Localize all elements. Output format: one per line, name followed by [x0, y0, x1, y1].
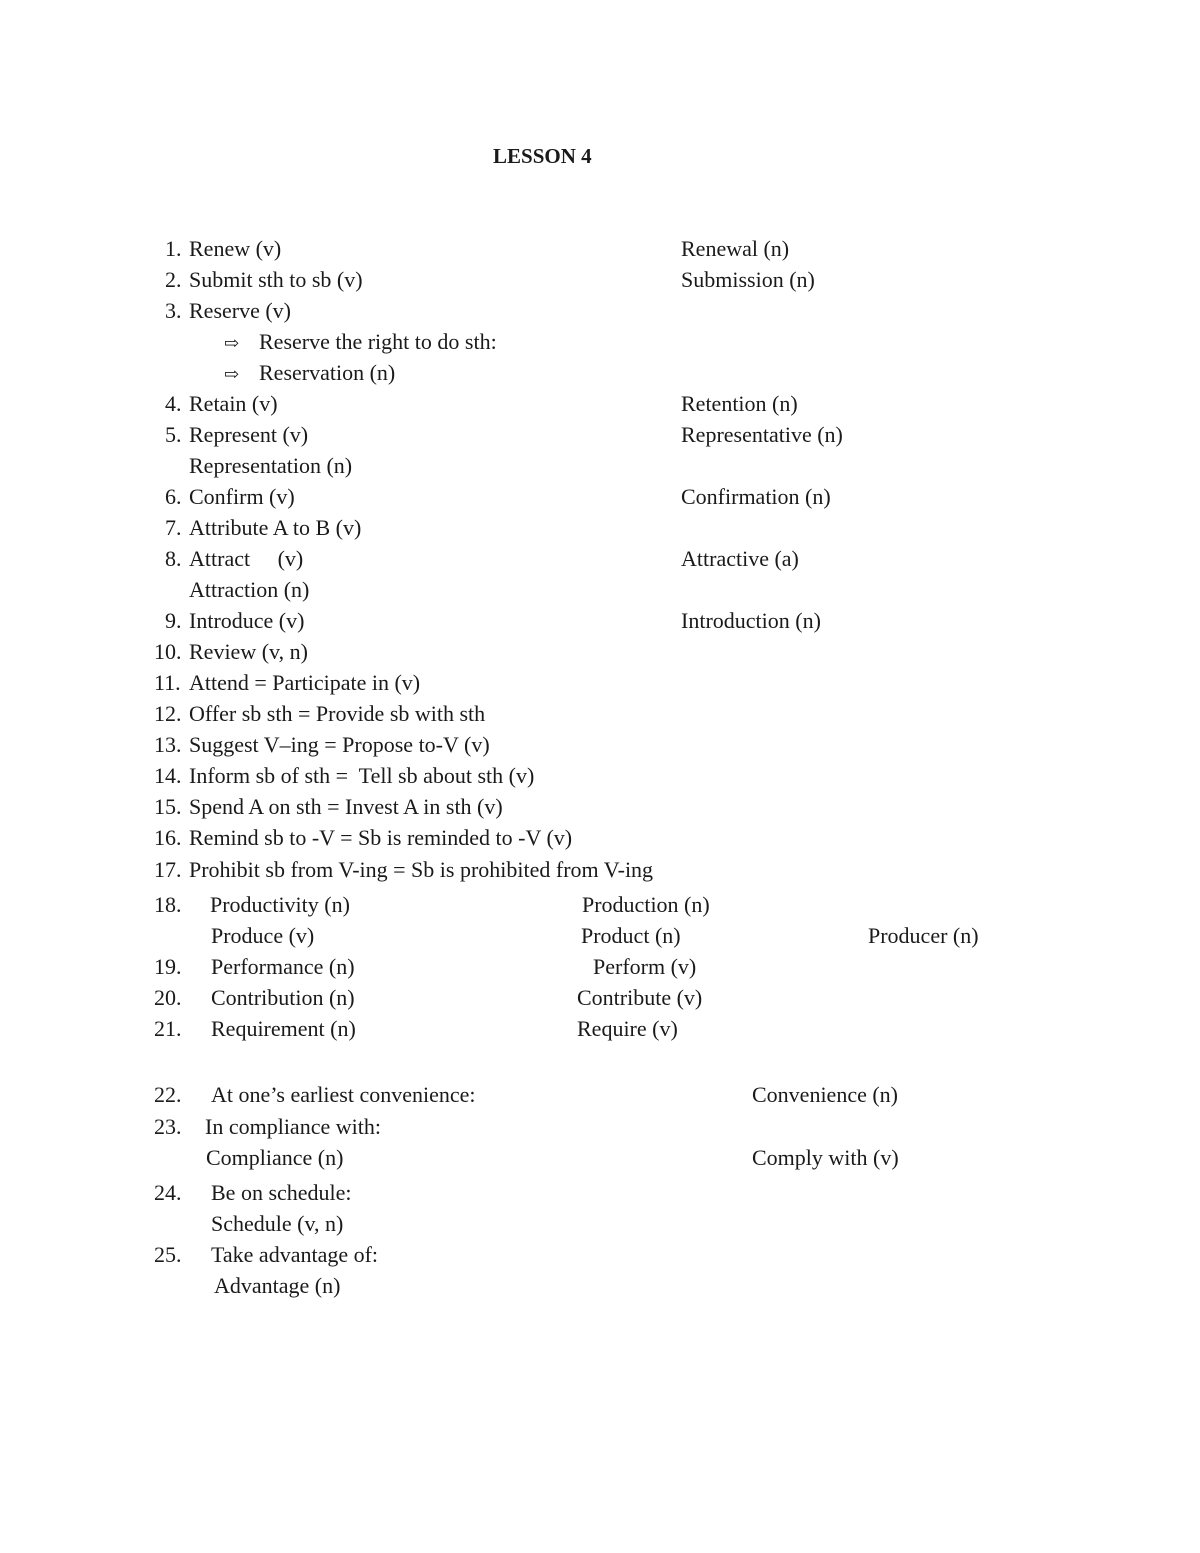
item-number: 1. [165, 236, 182, 261]
item-extra-term: Representation (n) [189, 453, 353, 478]
item-number: 5. [165, 422, 182, 447]
item-derivative: Attractive (a) [681, 546, 799, 571]
item-number: 20. [154, 985, 182, 1010]
item-derivative: Require (v) [577, 1016, 678, 1041]
item-number: 19. [154, 954, 182, 979]
item-term: Inform sb of sth = Tell sb about sth (v) [189, 763, 535, 788]
item-number: 14. [154, 763, 182, 788]
item-number: 11. [154, 670, 181, 695]
item-term: Prohibit sb from V-ing = Sb is prohibited from V-ing [189, 857, 654, 882]
item-sub-phrase: Reserve the right to do sth: [259, 329, 497, 354]
item-term: Advantage (n) [214, 1273, 341, 1298]
item-derivative: Representative (n) [681, 422, 843, 447]
item-term: Remind sb to -V = Sb is reminded to -V (v) [189, 825, 573, 850]
item-term: Suggest V–ing = Propose to-V (v) [189, 732, 490, 757]
item-number: 15. [154, 794, 182, 819]
item-term: At one’s earliest convenience: [211, 1082, 476, 1107]
arrow-right-icon: ⇨ [224, 333, 240, 353]
item-derivative: Introduction (n) [681, 608, 821, 633]
item-term: Attend = Participate in (v) [189, 670, 421, 695]
item-term: Offer sb sth = Provide sb with sth [189, 701, 486, 726]
item-number: 12. [154, 701, 182, 726]
item-number: 2. [165, 267, 182, 292]
item-number: 21. [154, 1016, 182, 1041]
arrow-right-icon: ⇨ [224, 364, 240, 384]
item-number: 22. [154, 1082, 182, 1107]
item-number: 4. [165, 391, 182, 416]
item-number: 6. [165, 484, 182, 509]
item-derivative: Convenience (n) [752, 1082, 898, 1107]
item-term: Retain (v) [189, 391, 278, 416]
item-derivative: Submission (n) [681, 267, 815, 292]
item-derivative: Perform (v) [593, 954, 697, 979]
item-term: Spend A on sth = Invest A in sth (v) [189, 794, 503, 819]
item-number: 10. [154, 639, 182, 664]
item-term: Confirm (v) [189, 484, 295, 509]
item-number: 16. [154, 825, 182, 850]
item-number: 17. [154, 857, 182, 882]
item-term: Produce (v) [211, 923, 315, 948]
item-derivative: Production (n) [582, 892, 710, 917]
item-derivative: Contribute (v) [577, 985, 703, 1010]
item-derivative: Product (n) [581, 923, 681, 948]
item-term: Renew (v) [189, 236, 282, 261]
item-term: Compliance (n) [206, 1145, 344, 1170]
item-term: Take advantage of: [211, 1242, 379, 1267]
item-number: 8. [165, 546, 182, 571]
item-term: In compliance with: [205, 1114, 381, 1139]
item-number: 3. [165, 298, 182, 323]
item-sub-phrase: Reservation (n) [259, 360, 396, 385]
item-term: Submit sth to sb (v) [189, 267, 363, 292]
item-number: 24. [154, 1180, 182, 1205]
item-number: 9. [165, 608, 182, 633]
item-derivative: Producer (n) [868, 923, 979, 948]
item-term: Attract (v) [189, 546, 304, 571]
item-term: Requirement (n) [211, 1016, 356, 1041]
item-term: Schedule (v, n) [211, 1211, 344, 1236]
item-derivative: Retention (n) [681, 391, 798, 416]
item-term: Performance (n) [211, 954, 355, 979]
item-term: Reserve (v) [189, 298, 292, 323]
item-term: Attribute A to B (v) [189, 515, 362, 540]
item-number: 23. [154, 1114, 182, 1139]
item-term: Represent (v) [189, 422, 309, 447]
item-number: 13. [154, 732, 182, 757]
item-derivative: Renewal (n) [681, 236, 790, 261]
item-term: Review (v, n) [189, 639, 308, 664]
item-term: Contribution (n) [211, 985, 355, 1010]
item-derivative: Confirmation (n) [681, 484, 831, 509]
item-term: Be on schedule: [211, 1180, 352, 1205]
item-term: Productivity (n) [210, 892, 350, 917]
item-extra-term: Attraction (n) [189, 577, 310, 602]
page-title: LESSON 4 [493, 144, 592, 168]
item-term: Introduce (v) [189, 608, 305, 633]
item-number: 7. [165, 515, 182, 540]
item-number: 18. [154, 892, 182, 917]
item-number: 25. [154, 1242, 182, 1267]
item-derivative: Comply with (v) [752, 1145, 899, 1170]
